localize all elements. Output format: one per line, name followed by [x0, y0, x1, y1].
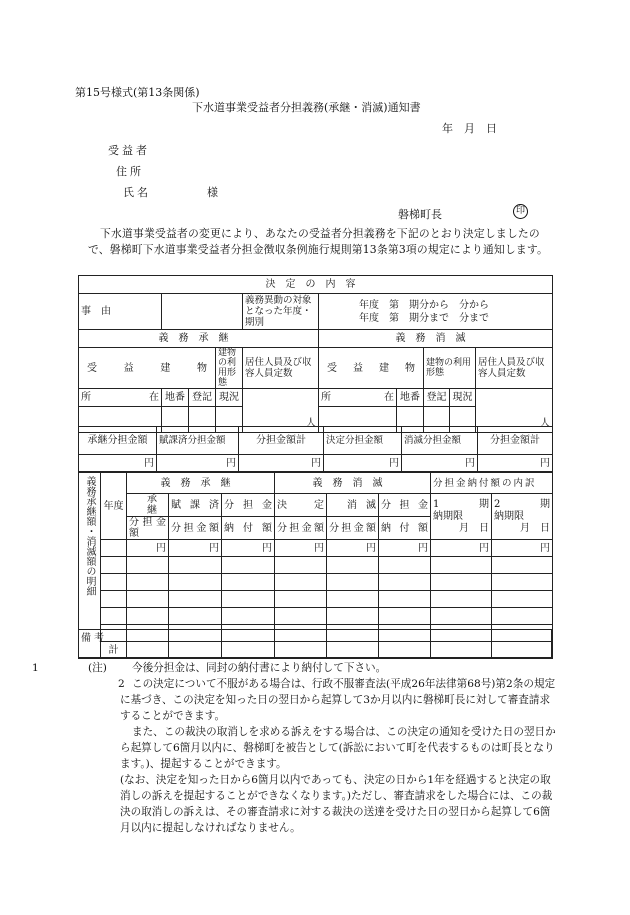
- form-number: 第15号様式(第13条関係): [75, 86, 200, 99]
- detail-succession-header: 義務承継: [127, 473, 275, 494]
- detail-yen-6[interactable]: 円: [379, 540, 431, 557]
- note-4: (なお、決定を知った日から6箇月以内であっても、決定の日から1年を経過すると決定の取消しの訴えを提起することができなくなります。)ただし、審査請求をした場合には、この裁決の取消しの訴えは、その審査請求に対する裁決の送達を受けた日の翌日から起算して6箇月以内に提起しなければなりません。: [120, 774, 553, 834]
- detail-cell[interactable]: [101, 591, 127, 608]
- detail-side-label: 義務承継額・消滅額の明細: [84, 476, 95, 596]
- h-decided: 決定: [275, 494, 327, 517]
- detail-cell[interactable]: [379, 591, 431, 608]
- detail-cell[interactable]: [275, 557, 327, 574]
- period-cell: [319, 294, 553, 330]
- detail-cell[interactable]: [431, 591, 492, 608]
- detail-extinction-header: 義務消滅: [275, 473, 431, 494]
- succ-residents-value: 人: [243, 389, 319, 433]
- ext-lot-label: 地番: [397, 389, 424, 407]
- extinct-amount-value[interactable]: 円: [402, 455, 478, 472]
- h-share-d: 分担金額: [327, 517, 379, 540]
- h-share2-a: 分担金: [222, 494, 275, 517]
- detail-cell[interactable]: [222, 608, 275, 625]
- levied-amount-label: 賦課済分担金額: [157, 427, 239, 455]
- term1-header: [431, 494, 492, 540]
- detail-cell[interactable]: [127, 557, 169, 574]
- term2-deadline: 納期限: [494, 510, 525, 522]
- detail-cell[interactable]: [379, 608, 431, 625]
- decision-table: [78, 275, 553, 433]
- succ-current-label: 現況: [216, 389, 243, 407]
- detail-cell[interactable]: [101, 574, 127, 591]
- term1-deadline: 納期限: [433, 510, 464, 522]
- detail-cell[interactable]: [222, 591, 275, 608]
- detail-cell[interactable]: [492, 608, 553, 625]
- succ-amount-label: 承継分担金額: [79, 427, 157, 455]
- levied-amount-value[interactable]: 円: [157, 455, 239, 472]
- intro-paragraph: 下水道事業受益者の変更により、あなたの受益者分担義務を下記のとおり決定しましたので、磐梯町下水道事業受益者分担金徴収条例施行規則第13条第3項の規定により通知します。: [88, 227, 548, 256]
- extinct-amount-label: 消滅分担金額: [402, 427, 478, 455]
- detail-cell[interactable]: [169, 557, 222, 574]
- detail-cell[interactable]: [379, 557, 431, 574]
- detail-cell[interactable]: [127, 574, 169, 591]
- succ-amount-value[interactable]: 円: [79, 455, 157, 472]
- note-1: 今後分担金は、同封の納付書により納付して下さい。: [132, 662, 387, 674]
- beneficiary-label: 受益者: [108, 144, 150, 157]
- total-label: 計: [101, 642, 127, 659]
- detail-cell[interactable]: [431, 608, 492, 625]
- total-amount-label-2: 分担金額計: [478, 427, 553, 455]
- h-paid-a: 納付額: [222, 517, 275, 540]
- succ-registered-label: 登記: [189, 389, 216, 407]
- notes: [32, 660, 558, 836]
- name-label: 氏名: [123, 186, 151, 199]
- ext-location-label: 所在: [319, 389, 397, 407]
- detail-cell[interactable]: [492, 591, 553, 608]
- detail-cell[interactable]: [431, 557, 492, 574]
- detail-yen-2[interactable]: 円: [169, 540, 222, 557]
- reason-label: 事由: [79, 294, 162, 330]
- detail-yen-5[interactable]: 円: [327, 540, 379, 557]
- h-extinct: 消滅: [327, 494, 379, 517]
- remarks-label: 備考: [79, 630, 552, 658]
- term2-month-day: 月 日: [520, 522, 551, 534]
- succ-building-label: 受益建物: [79, 348, 216, 389]
- issuer-name: 磐梯町長: [398, 208, 442, 221]
- address-label: 住所: [116, 165, 144, 178]
- succ-usage-label: 建物の利用形態: [216, 348, 243, 389]
- h-share-b: 分担金額: [169, 517, 222, 540]
- detail-yen-8[interactable]: 円: [492, 540, 553, 557]
- document-title: 下水道事業受益者分担義務(承継・消滅)通知書: [192, 101, 421, 114]
- detail-cell[interactable]: [169, 574, 222, 591]
- detail-cell[interactable]: [101, 557, 127, 574]
- detail-yen-4[interactable]: 円: [275, 540, 327, 557]
- succ-residents-label: 居住人員及び収容人員定数: [243, 348, 319, 389]
- detail-yen-7[interactable]: 円: [431, 540, 492, 557]
- detail-cell[interactable]: [275, 574, 327, 591]
- succ-lot-label: 地番: [162, 389, 189, 407]
- detail-yen-3[interactable]: 円: [222, 540, 275, 557]
- detail-cell[interactable]: [327, 608, 379, 625]
- detail-cell[interactable]: [169, 591, 222, 608]
- target-year-label: 義務異動の対象となった年度・期別: [243, 294, 319, 330]
- notes-label: (注): [88, 662, 107, 674]
- note-2: この決定について不服がある場合は、行政不服審査法(平成26年法律第68号)第2条の規定に基づき、この決定を知った日の翌日から起算して3か月以内に磐梯町長に対して審査請求することができます。: [120, 678, 556, 722]
- detail-cell[interactable]: [222, 557, 275, 574]
- ext-residents-value: 人: [476, 389, 553, 433]
- date-line: 年 月 日: [442, 122, 497, 135]
- ext-registered-label: 登記: [424, 389, 450, 407]
- note-1-number: 1: [32, 662, 39, 674]
- detail-cell[interactable]: [127, 591, 169, 608]
- remarks-table: [78, 629, 552, 658]
- seal-mark: 印: [513, 204, 528, 219]
- fiscal-year-label: 年度: [101, 473, 127, 540]
- term2-header: [492, 494, 553, 540]
- detail-cell[interactable]: [169, 608, 222, 625]
- h-levied: 賦課済: [169, 494, 222, 517]
- detail-cell[interactable]: [275, 591, 327, 608]
- reason-value[interactable]: [162, 294, 243, 330]
- detail-yen-1[interactable]: 円: [127, 540, 169, 557]
- ext-usage-label: 建物の利用形態: [424, 348, 476, 389]
- ext-building-label: 受益建物: [319, 348, 424, 389]
- term1-label: 1期: [433, 498, 490, 510]
- detail-cell[interactable]: [492, 574, 553, 591]
- detail-cell[interactable]: [222, 574, 275, 591]
- h-share-a: 分担金額: [127, 517, 169, 540]
- term1-month-day: 月 日: [459, 522, 490, 534]
- decided-amount-value[interactable]: 円: [324, 455, 402, 472]
- detail-cell[interactable]: [379, 574, 431, 591]
- detail-cell[interactable]: [327, 574, 379, 591]
- h-share2-b: 分担金: [379, 494, 431, 517]
- period-from: 年度 第 期分から 分から: [359, 299, 489, 311]
- detail-year-1[interactable]: [101, 540, 127, 557]
- detail-cell[interactable]: [127, 608, 169, 625]
- detail-cell[interactable]: [327, 591, 379, 608]
- succ-location-label: 所在: [79, 389, 162, 407]
- note-2-number: 2: [118, 678, 125, 690]
- decided-amount-label: 決定分担金額: [324, 427, 402, 455]
- ext-residents-label: 居住人員及び収容人員定数: [476, 348, 553, 389]
- decision-header: 決定の内容: [79, 276, 553, 294]
- detail-cell[interactable]: [101, 608, 127, 625]
- h-share-c: 分担金額: [275, 517, 327, 540]
- ext-current-label: 現況: [450, 389, 476, 407]
- honorific: 様: [207, 186, 218, 199]
- total-amount-value-1[interactable]: 円: [239, 455, 324, 472]
- note-3: また、この裁決の取消しを求める訴えをする場合は、この決定の通知を受けた日の翌日から起算して6箇月以内に、磐梯町を被告として(訴訟において町を代表するものは町長となります。)、提起することができます。: [120, 726, 556, 770]
- total-amount-value-2[interactable]: 円: [478, 455, 553, 472]
- amount-table: [78, 426, 553, 472]
- h-succ: 承継: [127, 494, 169, 517]
- detail-cell[interactable]: [275, 608, 327, 625]
- detail-cell[interactable]: [492, 557, 553, 574]
- total-amount-label-1: 分担金額計: [239, 427, 324, 455]
- extinction-header: 義務消滅: [319, 330, 553, 348]
- h-paid-b: 納付額: [379, 517, 431, 540]
- period-to: 年度 第 期分まで 分まで: [359, 312, 489, 324]
- detail-cell[interactable]: [327, 557, 379, 574]
- detail-cell[interactable]: [431, 574, 492, 591]
- payment-breakdown-header: 分担金納付額の内訳: [431, 473, 553, 494]
- succession-header: 義務承継: [79, 330, 319, 348]
- term2-label: 2期: [494, 498, 551, 510]
